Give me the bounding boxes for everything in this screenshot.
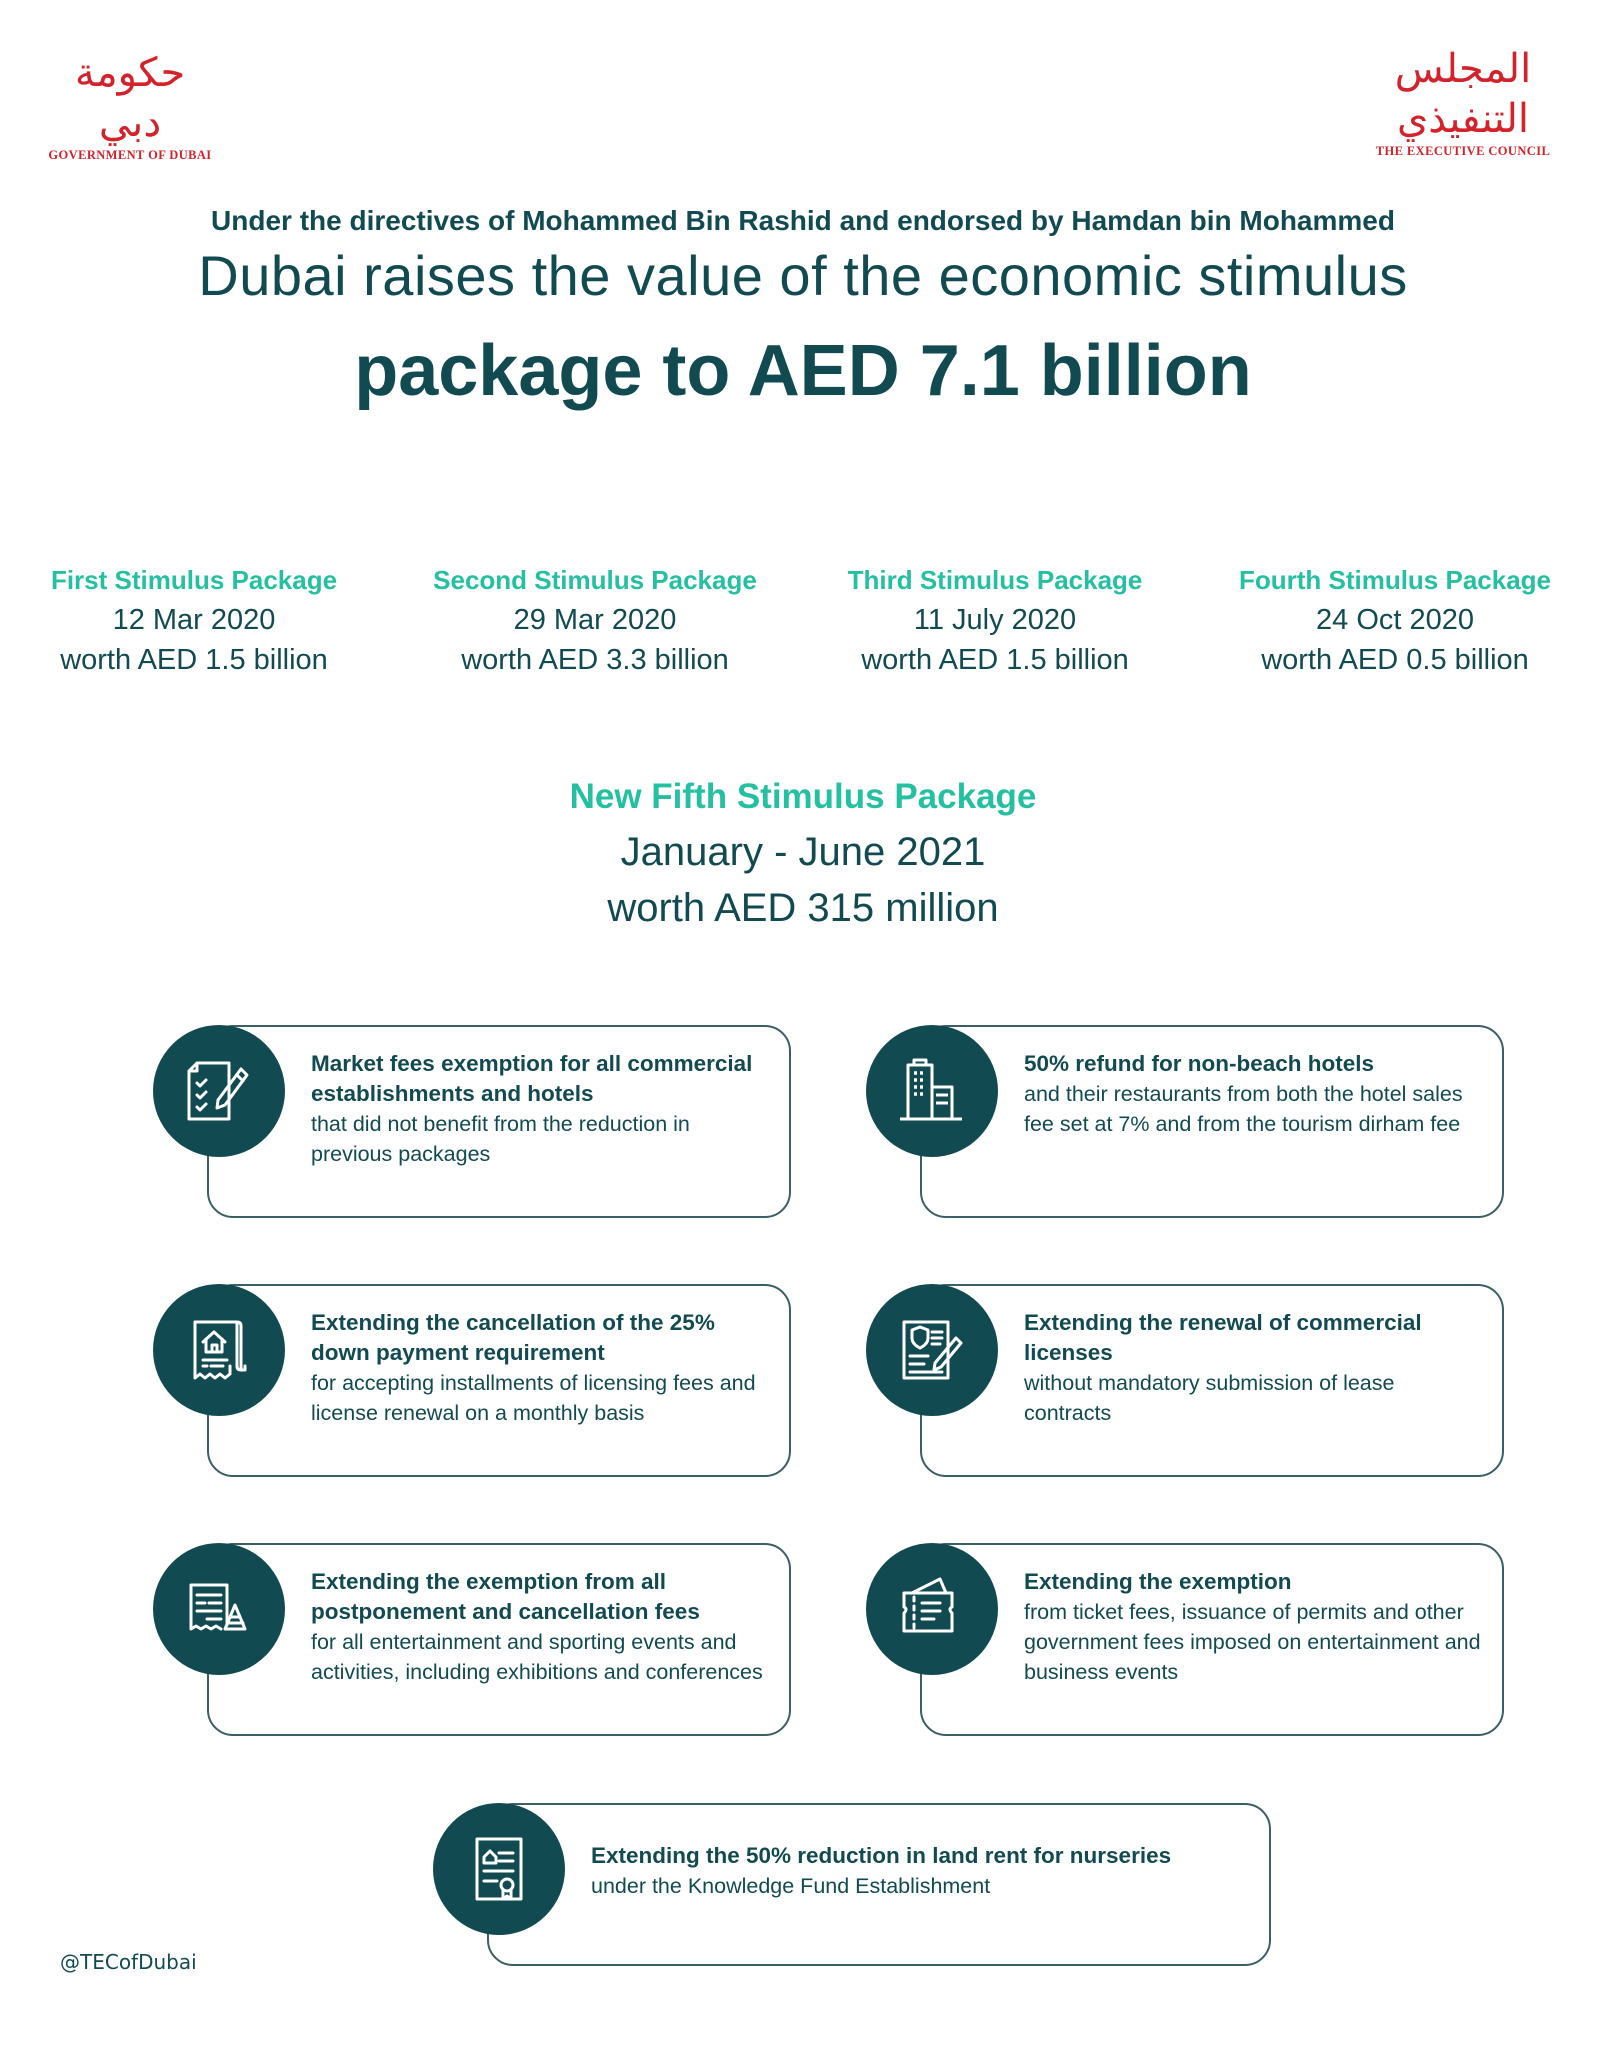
measure-title: Extending the renewal of commercial licenses xyxy=(1024,1310,1422,1365)
package-worth: worth AED 1.5 billion xyxy=(60,644,328,676)
logo-arabic-text: المجلس التنفيذي xyxy=(1394,46,1532,142)
executive-council-logo xyxy=(1366,44,1560,159)
package-fourth xyxy=(1215,560,1575,680)
package-date: 24 Oct 2020 xyxy=(1316,604,1474,636)
house-receipt-icon xyxy=(153,1284,285,1416)
measure-title: Extending the 50% reduction in land rent for nurseries xyxy=(591,1843,1172,1868)
package-third xyxy=(815,560,1175,680)
package-worth: worth AED 315 million xyxy=(607,886,999,930)
package-date: 11 July 2020 xyxy=(913,604,1077,636)
measure-detail: and their restaurants from both the hotel sales fee set at 7% and from the tourism dirham fee xyxy=(1024,1082,1463,1136)
measure-card xyxy=(207,1284,791,1477)
package-second xyxy=(415,560,775,680)
measure-detail: without mandatory submission of lease contracts xyxy=(1024,1371,1395,1425)
measure-card xyxy=(920,1284,1504,1477)
receipt-cone-icon xyxy=(153,1543,285,1675)
package-period: January - June 2021 xyxy=(620,830,986,874)
logo-english-text: GOVERNMENT OF DUBAI xyxy=(48,148,212,162)
government-of-dubai-logo xyxy=(42,48,218,163)
measure-detail: that did not benefit from the reduction in previous packages xyxy=(311,1112,690,1166)
measure-detail: for all entertainment and sporting events and activities, including exhibitions and conferences xyxy=(311,1630,763,1684)
measure-card xyxy=(487,1803,1271,1966)
package-title: Third Stimulus Package xyxy=(847,565,1143,595)
measure-title: Extending the cancellation of the 25% down payment requirement xyxy=(311,1310,715,1365)
measure-detail: for accepting installments of licensing fees and license renewal on a monthly basis xyxy=(311,1371,756,1425)
measure-card xyxy=(207,1025,791,1218)
package-worth: worth AED 0.5 billion xyxy=(1261,644,1529,676)
measure-detail: under the Knowledge Fund Establishment xyxy=(591,1874,991,1898)
package-date: 29 Mar 2020 xyxy=(513,604,677,636)
hotel-building-icon xyxy=(866,1025,998,1157)
logo-english-text: THE EXECUTIVE COUNCIL xyxy=(1375,144,1551,158)
package-date: 12 Mar 2020 xyxy=(112,604,276,636)
measure-card xyxy=(920,1543,1504,1736)
package-title: First Stimulus Package xyxy=(50,565,338,595)
subtitle: Under the directives of Mohammed Bin Rashid and endorsed by Hamdan bin Mohammed xyxy=(211,205,1395,236)
package-title: Fourth Stimulus Package xyxy=(1238,565,1552,595)
package-first xyxy=(14,560,374,680)
package-worth: worth AED 3.3 billion xyxy=(461,644,729,676)
social-handle: @TECofDubai xyxy=(60,1950,197,1974)
package-title: Second Stimulus Package xyxy=(433,565,757,595)
ticket-icon xyxy=(866,1543,998,1675)
certificate-icon xyxy=(433,1803,565,1935)
measure-card xyxy=(207,1543,791,1736)
package-title: New Fifth Stimulus Package xyxy=(569,777,1037,816)
package-worth: worth AED 1.5 billion xyxy=(861,644,1129,676)
measure-title: Market fees exemption for all commercial establishments and hotels xyxy=(311,1051,753,1106)
measure-detail: from ticket fees, issuance of permits and other government fees imposed on entertainment and business events xyxy=(1024,1600,1481,1684)
measure-title: Extending the exemption xyxy=(1024,1569,1292,1594)
measure-card xyxy=(920,1025,1504,1218)
license-document-icon xyxy=(866,1284,998,1416)
headline-line-1: Dubai raises the value of the economic stimulus xyxy=(198,244,1408,307)
checklist-pen-icon xyxy=(153,1025,285,1157)
measure-title: 50% refund for non-beach hotels xyxy=(1024,1051,1375,1076)
package-fifth xyxy=(0,770,1606,936)
measure-title: Extending the exemption from all postponement and cancellation fees xyxy=(311,1569,700,1624)
headline-line-2: package to AED 7.1 billion xyxy=(354,331,1252,411)
logo-arabic-text: حكومة دبي xyxy=(74,50,186,146)
